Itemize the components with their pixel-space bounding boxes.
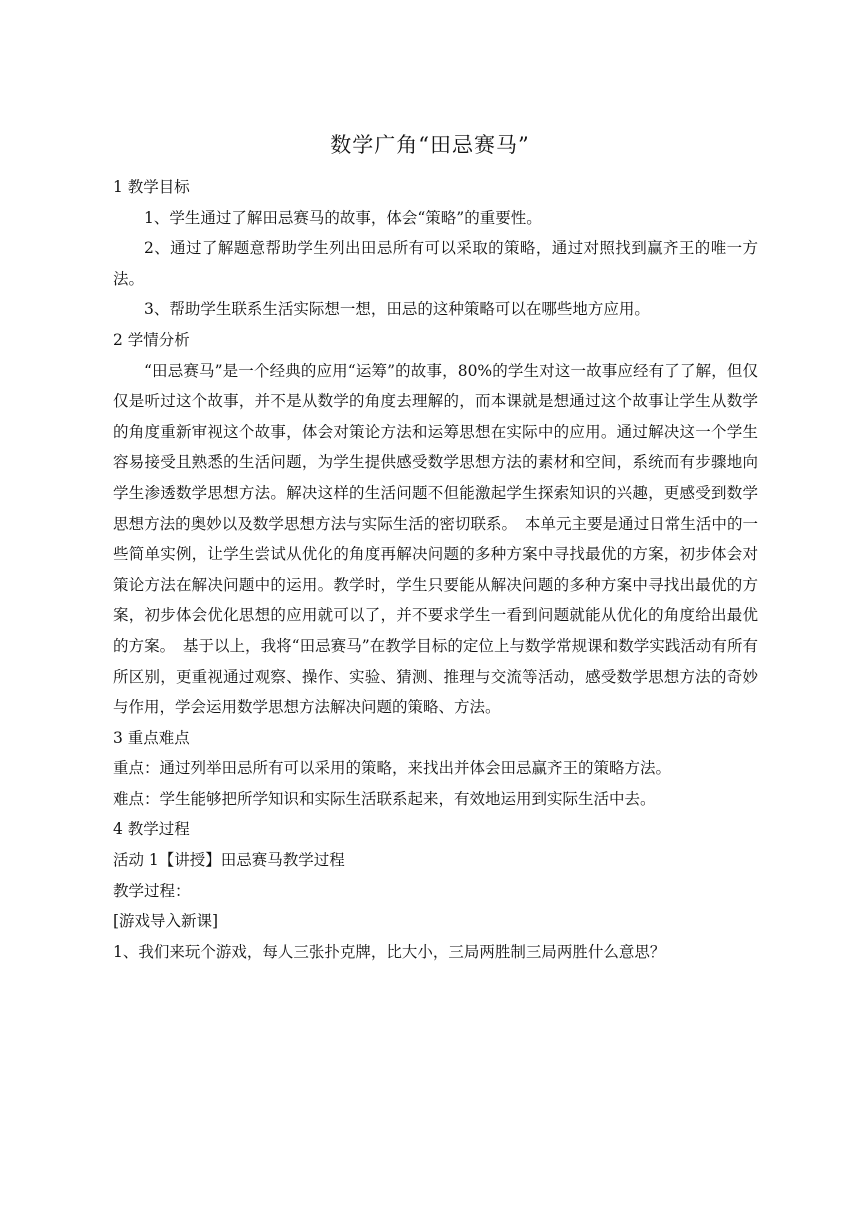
section-heading-process: 4 教学过程 — [113, 820, 190, 839]
goal-item-1: 1、学生通过了解田忌赛马的故事，体会“策略”的重要性。 — [144, 208, 542, 227]
key-point-text: 重点：通过列举田忌所有可以采用的策略，来找出并体会田忌赢齐王的策略方法。 — [113, 759, 672, 778]
section-heading-key-points: 3 重点难点 — [113, 728, 190, 747]
document-title: 数学广角“田忌赛马” — [330, 133, 530, 157]
process-step-1: 1、我们来玩个游戏，每人三张扑克牌，比大小，三局两胜制三局两胜什么意思？ — [113, 942, 666, 961]
goal-item-2: 2、通过了解题意帮助学生列出田忌所有可以采取的策略，通过对照找到赢齐王的唯一方法。 — [113, 239, 758, 288]
analysis-paragraph: “田忌赛马”是一个经典的应用“运筹”的故事，80%的学生对这一故事应经有了了解，但仅仅是听过这个故事，并不是从数学的角度去理解的，而本课就是想通过这个故事让学生从数学的角度重新审视这个故事，体会对策论方法和运筹思想在实际中的应用。通过解决这一个学生容易接受且熟悉的生活问题，为学生提供感受数学思想方法的素材和空间，系统而有步骤地向学生渗透数学思想方法。解决这样的生活问题不但能激起学生探索知识的兴趣，更感受到数学思想方法的奥妙以及数学思想方法与实际生活的密切联系。 本单元主要是通过日常生活中的一些简单实例，让学生尝试从优化的角度再解决问题的多种方案中寻找最优的方案，初步体会对策论方法在解决问题中的运用。教学时，学生只要能从解决问题的多种方案中寻找出最优的方案，初步体会优化思想的应用就可以了，并不要求学生一看到问题就能从优化的角度给出最优的方案。 基于以上，我将“田忌赛马”在教学目标的定位上与数学常规课和数学实践活动有所有所区别，更重视通过观察、操作、实验、猜测、推理与交流等活动，感受数学思想方法的奇妙与作用，学会运用数学思想方法解决问题的策略、方法。 — [113, 361, 758, 717]
section-heading-goals: 1 教学目标 — [113, 178, 190, 196]
difficulty-text: 难点：学生能够把所学知识和实际生活联系起来，有效地运用到实际生活中去。 — [113, 789, 656, 808]
section-heading-analysis: 2 学情分析 — [113, 330, 190, 349]
intro-label: [游戏导入新课] — [113, 912, 219, 931]
activity-title: 活动 1【讲授】田忌赛马教学过程 — [113, 851, 345, 870]
document-body — [113, 172, 758, 967]
process-label: 教学过程： — [113, 881, 191, 900]
goal-item-3: 3、帮助学生联系生活实际想一想，田忌的这种策略可以在哪些地方应用。 — [144, 300, 650, 319]
